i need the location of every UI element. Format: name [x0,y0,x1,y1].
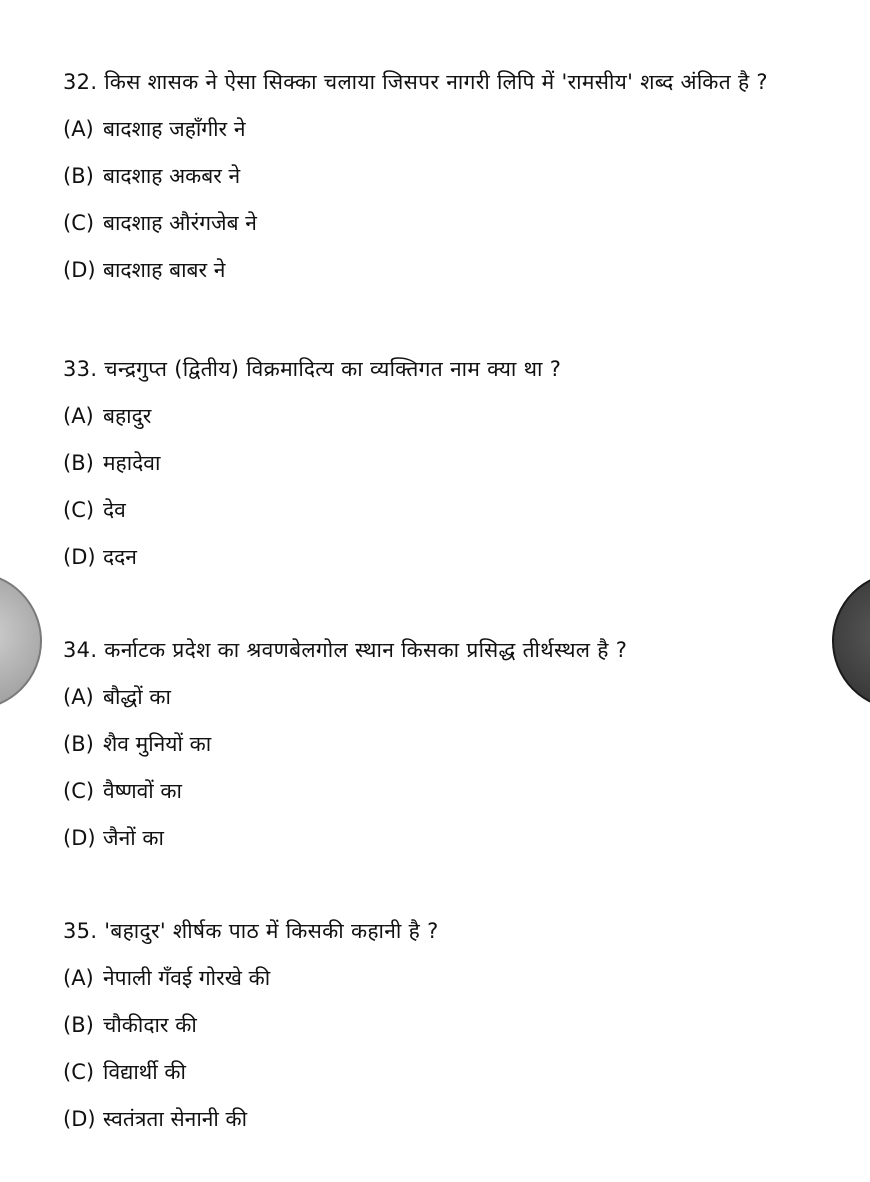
question-32 [63,64,808,351]
option-letter: (D) [63,545,96,569]
question-34 [63,632,808,913]
option-text: बादशाह जहाँगीर ने [103,117,246,141]
option-text: जैनों का [103,826,164,850]
option-text: महादेवा [103,451,161,475]
option-text: बादशाह औरंगजेब ने [103,211,257,235]
option-text: वैष्णवों का [103,779,182,803]
option-letter: (C) [63,498,95,522]
option-letter: (C) [63,211,95,235]
option-text: शैव मुनियों का [103,732,212,756]
option-text: स्वतंत्रता सेनानी की [103,1107,248,1131]
question-text: 32. किस शासक ने ऐसा सिक्का चलाया जिसपर नागरी लिपि में 'रामसीय' शब्द अंकित है ? [63,70,768,94]
option-letter: (D) [63,258,96,282]
option-b[interactable] [63,445,808,481]
option-b[interactable] [63,158,808,194]
option-letter: (D) [63,1107,96,1131]
next-page-button[interactable] [832,572,870,710]
option-text: देव [103,498,126,522]
option-text: बौद्धों का [103,685,171,709]
option-text: बादशाह अकबर ने [103,164,241,188]
option-letter: (B) [63,1013,94,1037]
question-text: 34. कर्नाटक प्रदेश का श्रवणबेलगोल स्थान किसका प्रसिद्ध तीर्थस्थल है ? [63,638,628,662]
question-sheet [63,64,808,1148]
option-a[interactable] [63,679,808,715]
option-c[interactable] [63,1054,808,1090]
option-letter: (A) [63,685,94,709]
option-a[interactable] [63,960,808,996]
option-letter: (C) [63,779,95,803]
option-d[interactable] [63,252,808,288]
option-text: चौकीदार की [103,1013,197,1037]
question-33 [63,351,808,632]
option-letter: (A) [63,966,94,990]
option-d[interactable] [63,1101,808,1137]
option-d[interactable] [63,820,808,856]
option-text: विद्यार्थी की [103,1060,186,1084]
option-c[interactable] [63,773,808,809]
option-a[interactable] [63,111,808,147]
option-c[interactable] [63,205,808,241]
option-letter: (B) [63,164,94,188]
option-letter: (B) [63,732,94,756]
previous-page-button[interactable] [0,572,42,710]
question-text: 35. 'बहादुर' शीर्षक पाठ में किसकी कहानी है ? [63,919,439,943]
option-a[interactable] [63,398,808,434]
option-d[interactable] [63,539,808,575]
option-c[interactable] [63,492,808,528]
option-letter: (C) [63,1060,95,1084]
option-text: ददन [103,545,137,569]
option-letter: (D) [63,826,96,850]
option-text: बहादुर [103,404,152,428]
option-letter: (A) [63,117,94,141]
option-b[interactable] [63,1007,808,1043]
question-text: 33. चन्द्रगुप्त (द्वितीय) विक्रमादित्य का व्यक्तिगत नाम क्या था ? [63,357,562,381]
option-text: नेपाली गँवई गोरखे की [103,966,271,990]
option-b[interactable] [63,726,808,762]
question-35 [63,913,808,1137]
option-text: बादशाह बाबर ने [103,258,226,282]
option-letter: (A) [63,404,94,428]
option-letter: (B) [63,451,94,475]
